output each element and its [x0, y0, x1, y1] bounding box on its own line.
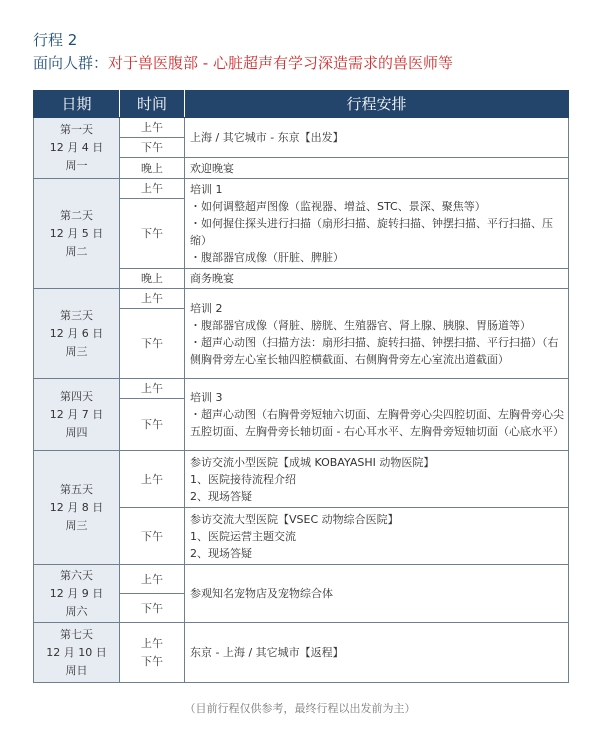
time-cell: 下午	[120, 594, 185, 623]
plan-cell	[185, 158, 569, 179]
day-weekday: 周日	[65, 663, 88, 677]
day-weekday: 周六	[65, 604, 88, 618]
day-date: 12 月 6 日	[49, 326, 104, 340]
table-row	[34, 379, 569, 399]
schedule-table	[33, 90, 569, 683]
table-row	[34, 623, 569, 683]
plan-line: 参观知名宠物店及宠物综合体	[190, 587, 333, 600]
time-label: 上午 下午	[141, 636, 163, 668]
footnote: （目前行程仅供参考，最终行程以出发前为主）	[184, 702, 416, 715]
day-cell	[34, 623, 120, 683]
plan-line: ・如何调整超声图像（监视器、增益、STC、景深、聚焦等）	[190, 200, 486, 213]
time-cell: 晚上	[120, 158, 185, 179]
day-weekday: 周一	[65, 159, 88, 172]
plan-line: ・超声心动图（扫描方法：扇形扫描、旋转扫描、钟摆扫描、平行扫描）（右侧胸骨旁左心室长轴四腔横截面、右侧胸骨旁左心室流出道截面）	[190, 335, 559, 366]
time-cell: 上午	[120, 451, 185, 508]
plan-line: 2、现场答疑	[190, 546, 252, 560]
time-cell: 晚上	[120, 269, 185, 289]
time-cell: 下午	[120, 309, 185, 379]
day-cell	[34, 565, 120, 623]
day-date: 12 月 10 日	[46, 645, 107, 659]
day-label: 第六天	[60, 568, 93, 582]
plan-line: ・腹部器官成像（肝脏、脾脏）	[190, 251, 344, 264]
table-row	[34, 565, 569, 594]
plan-line: ・超声心动图（右胸骨旁短轴六切面、左胸骨旁心尖四腔切面、左胸骨旁心尖五腔切面、左胸骨旁长轴切面 - 右心耳水平、左胸骨旁短轴切面（心底水平）	[190, 408, 564, 438]
day-label: 第五天	[60, 482, 93, 496]
plan-cell	[185, 289, 569, 379]
time-cell: 上午	[120, 565, 185, 594]
day-cell	[34, 451, 120, 565]
time-cell: 下午	[120, 199, 185, 269]
plan-line: 培训 1	[190, 183, 223, 196]
day-label: 第七天	[60, 627, 93, 641]
plan-line: 参访交流小型医院【成城 KOBAYASHI 动物医院】	[190, 455, 435, 469]
plan-line: 1、医院接待流程介绍	[190, 472, 296, 486]
table-row	[34, 118, 569, 138]
plan-line: 东京 - 上海 / 其它城市【返程】	[190, 646, 344, 659]
day-date: 12 月 8 日	[49, 500, 104, 514]
plan-cell	[185, 565, 569, 623]
plan-line: 上海 / 其它城市 - 东京【出发】	[190, 131, 344, 144]
time-cell	[120, 623, 185, 683]
column-header-itinerary: 行程安排	[185, 91, 569, 118]
plan-line: 2、现场答疑	[190, 489, 252, 503]
column-header-time: 时间	[120, 91, 185, 118]
time-cell: 下午	[120, 508, 185, 565]
audience-label: 面向人群：	[33, 54, 109, 72]
day-date: 12 月 9 日	[49, 586, 104, 600]
header	[33, 30, 453, 74]
plan-line: 1、医院运营主题交流	[190, 529, 296, 543]
plan-cell	[185, 451, 569, 508]
day-weekday: 周二	[65, 244, 88, 258]
plan-line: 培训 3	[190, 391, 223, 404]
day-date: 12 月 7 日	[49, 407, 104, 421]
day-cell	[34, 179, 120, 289]
day-date: 12 月 4 日	[49, 141, 104, 154]
day-label: 第一天	[60, 123, 93, 136]
target-audience	[33, 52, 453, 74]
day-label: 第三天	[60, 308, 93, 322]
plan-cell	[185, 623, 569, 683]
day-cell	[34, 289, 120, 379]
time-cell: 上午	[120, 118, 185, 138]
plan-line: 商务晚宴	[190, 272, 234, 285]
time-cell: 上午	[120, 379, 185, 399]
day-label: 第四天	[60, 389, 93, 403]
table-row	[34, 289, 569, 309]
day-date: 12 月 5 日	[49, 226, 104, 240]
time-cell: 下午	[120, 399, 185, 451]
day-cell	[34, 118, 120, 179]
day-weekday: 周四	[65, 425, 88, 439]
plan-cell	[185, 379, 569, 451]
plan-line: 培训 2	[190, 301, 223, 315]
day-label: 第二天	[60, 208, 93, 222]
time-cell: 上午	[120, 179, 185, 199]
day-weekday: 周三	[65, 344, 88, 358]
plan-cell	[185, 179, 569, 269]
itinerary-title: 行程 2	[33, 31, 78, 49]
plan-cell	[185, 508, 569, 565]
table-row	[34, 451, 569, 508]
column-header-date: 日期	[34, 91, 120, 118]
day-cell	[34, 379, 120, 451]
plan-line: ・如何握住探头进行扫描（扇形扫描、旋转扫描、钟摆扫描、平行扫描、压缩）	[190, 217, 553, 247]
table-header-row	[34, 91, 569, 118]
plan-line: 欢迎晚宴	[190, 161, 234, 175]
day-weekday: 周三	[65, 518, 88, 532]
time-cell: 上午	[120, 289, 185, 309]
plan-cell	[185, 118, 569, 158]
plan-line: 参访交流大型医院【VSEC 动物综合医院】	[190, 512, 399, 526]
plan-cell	[185, 269, 569, 289]
table-row	[34, 179, 569, 199]
plan-line: ・腹部器官成像（肾脏、膀胱、生殖器官、肾上腺、胰腺、胃肠道等）	[190, 318, 531, 332]
time-cell: 下午	[120, 138, 185, 158]
audience-value: 对于兽医腹部 - 心脏超声有学习深造需求的兽医师等	[108, 54, 453, 72]
